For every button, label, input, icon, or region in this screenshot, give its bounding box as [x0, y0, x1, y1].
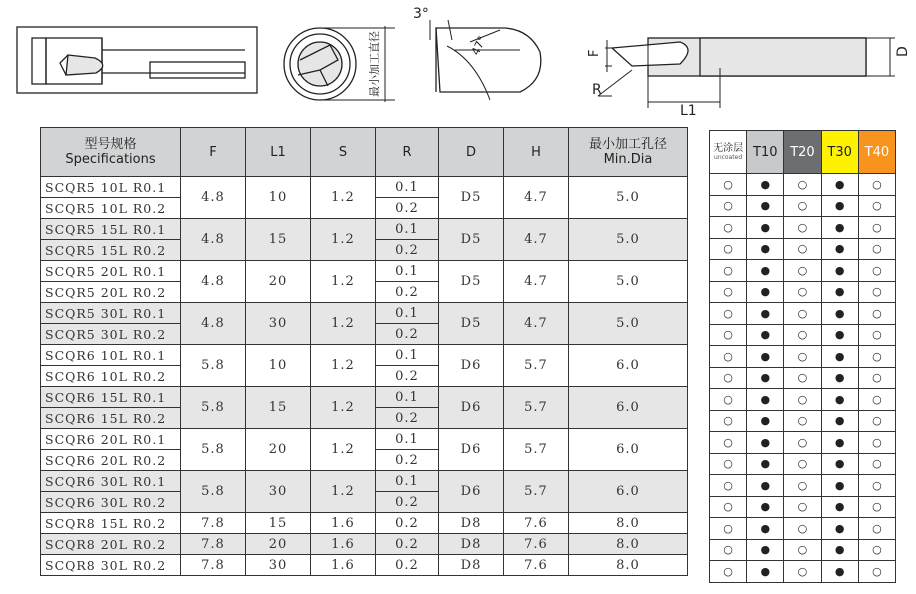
- coating-row: [710, 475, 896, 497]
- cell-r: 0.2: [376, 492, 439, 513]
- cell-r: 0.2: [376, 408, 439, 429]
- tool-tip-angle-drawing: [430, 20, 541, 100]
- cell-min: 5.0: [569, 177, 688, 219]
- coating-row: [710, 195, 896, 217]
- cell-model: SCQR5 20L R0.1: [41, 261, 181, 282]
- header-specifications: [41, 128, 181, 177]
- coating-row: [710, 303, 896, 325]
- coating-header-uncoated-en: uncoated: [714, 153, 743, 161]
- coating-mark: ○: [710, 217, 747, 239]
- spec-row: [41, 261, 688, 282]
- cell-l1: 10: [246, 177, 311, 219]
- cell-l1: 20: [246, 534, 311, 555]
- coating-mark: ○: [784, 518, 821, 540]
- cell-r: 0.1: [376, 219, 439, 240]
- coating-mark: ○: [710, 518, 747, 540]
- coating-mark: ●: [821, 389, 858, 411]
- coating-mark: ○: [858, 475, 895, 497]
- cell-min: 6.0: [569, 345, 688, 387]
- coating-mark: ○: [784, 260, 821, 282]
- cell-d: D6: [439, 345, 504, 387]
- coating-row: [710, 238, 896, 260]
- coating-row: [710, 410, 896, 432]
- coating-header-uncoated-cn: 无涂层: [713, 142, 744, 154]
- cell-model: SCQR6 10L R0.1: [41, 345, 181, 366]
- coating-mark: ●: [747, 217, 784, 239]
- coating-mark: ○: [784, 217, 821, 239]
- coating-mark: ○: [858, 367, 895, 389]
- coating-mark: ●: [821, 346, 858, 368]
- coating-mark: ●: [747, 303, 784, 325]
- cell-h: 4.7: [504, 261, 569, 303]
- header-d: D: [439, 128, 504, 177]
- coating-mark: ○: [784, 496, 821, 518]
- cell-r: 0.2: [376, 450, 439, 471]
- cell-d: D5: [439, 219, 504, 261]
- cell-model: SCQR6 20L R0.1: [41, 429, 181, 450]
- cell-s: 1.2: [311, 177, 376, 219]
- coating-mark: ○: [858, 281, 895, 303]
- coating-mark: ●: [821, 303, 858, 325]
- spec-table: [40, 127, 688, 576]
- cell-r: 0.1: [376, 471, 439, 492]
- coating-mark: ○: [858, 496, 895, 518]
- spec-row: [41, 303, 688, 324]
- cell-s: 1.2: [311, 471, 376, 513]
- coating-row: [710, 389, 896, 411]
- cell-h: 7.6: [504, 513, 569, 534]
- coating-mark: ○: [858, 432, 895, 454]
- cell-d: D5: [439, 303, 504, 345]
- coating-header-t20: T20: [784, 131, 821, 174]
- cell-model: SCQR5 20L R0.2: [41, 282, 181, 303]
- cell-h: 4.7: [504, 177, 569, 219]
- coating-row: [710, 217, 896, 239]
- cell-h: 4.7: [504, 303, 569, 345]
- cell-r: 0.2: [376, 534, 439, 555]
- coating-mark: ○: [784, 303, 821, 325]
- cell-r: 0.2: [376, 324, 439, 345]
- coating-mark: ●: [747, 561, 784, 583]
- coating-mark: ●: [747, 389, 784, 411]
- coating-mark: ○: [858, 238, 895, 260]
- header-min-en: Min.Dia: [603, 152, 653, 167]
- coating-header-t10: T10: [747, 131, 784, 174]
- coating-mark: ○: [710, 432, 747, 454]
- coating-mark: ○: [784, 238, 821, 260]
- cell-model: SCQR5 10L R0.2: [41, 198, 181, 219]
- header-min-cn: 最小加工孔径: [588, 137, 667, 152]
- coating-mark: ●: [821, 217, 858, 239]
- cell-s: 1.2: [311, 219, 376, 261]
- cell-f: 5.8: [181, 429, 246, 471]
- cell-l1: 20: [246, 429, 311, 471]
- coating-row: [710, 260, 896, 282]
- coating-mark: ●: [821, 195, 858, 217]
- header-f: F: [181, 128, 246, 177]
- cell-model: SCQR5 15L R0.2: [41, 240, 181, 261]
- coating-mark: ○: [784, 389, 821, 411]
- cell-l1: 30: [246, 303, 311, 345]
- min-dia-label: 最小加工直径: [368, 31, 381, 97]
- cell-min: 5.0: [569, 219, 688, 261]
- cell-h: 5.7: [504, 429, 569, 471]
- coating-mark: ●: [747, 539, 784, 561]
- spec-row: [41, 513, 688, 534]
- dim-d-label: D: [895, 46, 911, 57]
- coating-mark: ○: [858, 389, 895, 411]
- coating-mark: ●: [747, 238, 784, 260]
- coating-mark: ○: [858, 539, 895, 561]
- coating-row: [710, 496, 896, 518]
- coating-mark: ●: [821, 367, 858, 389]
- coating-mark: ○: [710, 324, 747, 346]
- coating-row: [710, 539, 896, 561]
- coating-mark: ○: [784, 367, 821, 389]
- cell-min: 5.0: [569, 261, 688, 303]
- coating-mark: ●: [821, 475, 858, 497]
- cell-d: D5: [439, 177, 504, 219]
- coating-mark: ●: [747, 195, 784, 217]
- cell-h: 7.6: [504, 555, 569, 576]
- spec-header-row: [41, 128, 688, 177]
- cell-f: 7.8: [181, 513, 246, 534]
- cell-model: SCQR5 10L R0.1: [41, 177, 181, 198]
- cell-r: 0.2: [376, 282, 439, 303]
- coating-header-row: [710, 131, 896, 174]
- coating-mark: ●: [747, 367, 784, 389]
- cell-s: 1.6: [311, 555, 376, 576]
- coating-mark: ●: [747, 346, 784, 368]
- cell-s: 1.2: [311, 261, 376, 303]
- cell-f: 7.8: [181, 555, 246, 576]
- cell-f: 7.8: [181, 534, 246, 555]
- coating-mark: ●: [821, 324, 858, 346]
- coating-mark: ○: [858, 410, 895, 432]
- cell-r: 0.2: [376, 198, 439, 219]
- coating-mark: ○: [858, 195, 895, 217]
- coating-mark: ○: [710, 281, 747, 303]
- coating-row: [710, 324, 896, 346]
- cell-s: 1.2: [311, 387, 376, 429]
- coating-header-t30: T30: [821, 131, 858, 174]
- coating-mark: ○: [784, 432, 821, 454]
- cell-min: 8.0: [569, 534, 688, 555]
- tool-profile-drawing: [598, 38, 895, 108]
- cell-s: 1.2: [311, 429, 376, 471]
- coating-mark: ●: [747, 453, 784, 475]
- cell-r: 0.1: [376, 387, 439, 408]
- cell-s: 1.6: [311, 534, 376, 555]
- cell-r: 0.2: [376, 555, 439, 576]
- spec-row: [41, 177, 688, 198]
- header-l1: L1: [246, 128, 311, 177]
- cell-r: 0.2: [376, 513, 439, 534]
- cell-min: 6.0: [569, 471, 688, 513]
- coating-mark: ●: [821, 281, 858, 303]
- spec-row: [41, 429, 688, 450]
- coating-mark: ●: [821, 260, 858, 282]
- cell-l1: 30: [246, 471, 311, 513]
- coating-mark: ○: [858, 174, 895, 196]
- cell-min: 6.0: [569, 387, 688, 429]
- cell-min: 5.0: [569, 303, 688, 345]
- coating-mark: ○: [858, 346, 895, 368]
- cell-l1: 15: [246, 513, 311, 534]
- coating-mark: ●: [747, 260, 784, 282]
- spec-row: [41, 219, 688, 240]
- cell-model: SCQR6 20L R0.2: [41, 450, 181, 471]
- cell-model: SCQR6 30L R0.2: [41, 492, 181, 513]
- coating-mark: ○: [858, 453, 895, 475]
- coating-mark: ●: [747, 518, 784, 540]
- cell-model: SCQR6 15L R0.2: [41, 408, 181, 429]
- dim-f-label: F: [587, 49, 602, 57]
- coating-mark: ○: [710, 260, 747, 282]
- cell-f: 4.8: [181, 303, 246, 345]
- header-h: H: [504, 128, 569, 177]
- coating-mark: ●: [747, 281, 784, 303]
- coating-row: [710, 174, 896, 196]
- spec-row: [41, 387, 688, 408]
- angle-side-label: 47°: [468, 34, 489, 58]
- cell-h: 5.7: [504, 471, 569, 513]
- coating-mark: ○: [710, 453, 747, 475]
- coating-mark: ●: [747, 496, 784, 518]
- coating-mark: ○: [710, 475, 747, 497]
- cell-f: 5.8: [181, 345, 246, 387]
- cell-model: SCQR6 15L R0.1: [41, 387, 181, 408]
- coating-mark: ○: [710, 389, 747, 411]
- cell-d: D8: [439, 534, 504, 555]
- coating-mark: ○: [784, 453, 821, 475]
- cell-s: 1.2: [311, 345, 376, 387]
- cell-r: 0.1: [376, 303, 439, 324]
- header-r: R: [376, 128, 439, 177]
- spec-row: [41, 345, 688, 366]
- coating-mark: ●: [747, 475, 784, 497]
- header-s: S: [311, 128, 376, 177]
- coating-mark: ○: [710, 367, 747, 389]
- coating-mark: ○: [710, 303, 747, 325]
- coating-header-t40: T40: [858, 131, 895, 174]
- coating-mark: ○: [858, 303, 895, 325]
- spec-row: [41, 471, 688, 492]
- coating-mark: ○: [784, 475, 821, 497]
- coating-mark: ○: [710, 238, 747, 260]
- cell-f: 5.8: [181, 471, 246, 513]
- coating-mark: ○: [710, 346, 747, 368]
- spec-row: [41, 534, 688, 555]
- cell-model: SCQR6 10L R0.2: [41, 366, 181, 387]
- cell-s: 1.2: [311, 303, 376, 345]
- coating-row: [710, 432, 896, 454]
- dim-l1-label: L1: [680, 103, 697, 119]
- cell-min: 8.0: [569, 513, 688, 534]
- tool-drawings: [0, 0, 916, 125]
- coating-mark: ○: [784, 174, 821, 196]
- coating-mark: ○: [858, 260, 895, 282]
- coating-mark: ●: [821, 238, 858, 260]
- coating-mark: ●: [821, 539, 858, 561]
- cell-h: 4.7: [504, 219, 569, 261]
- coating-row: [710, 561, 896, 583]
- coating-mark: ●: [747, 410, 784, 432]
- cell-h: 7.6: [504, 534, 569, 555]
- coating-mark: ○: [858, 217, 895, 239]
- coating-mark: ○: [710, 561, 747, 583]
- coating-mark: ○: [710, 539, 747, 561]
- cell-d: D6: [439, 471, 504, 513]
- coating-mark: ●: [747, 432, 784, 454]
- cell-l1: 15: [246, 387, 311, 429]
- cell-d: D6: [439, 429, 504, 471]
- coating-row: [710, 346, 896, 368]
- cell-d: D8: [439, 555, 504, 576]
- coating-mark: ○: [784, 281, 821, 303]
- cell-model: SCQR8 30L R0.2: [41, 555, 181, 576]
- cell-r: 0.1: [376, 429, 439, 450]
- coating-mark: ○: [784, 324, 821, 346]
- coating-mark: ○: [784, 195, 821, 217]
- dim-r-label: R: [592, 82, 602, 98]
- cell-r: 0.2: [376, 240, 439, 261]
- cell-min: 8.0: [569, 555, 688, 576]
- coating-mark: ○: [784, 410, 821, 432]
- cell-l1: 10: [246, 345, 311, 387]
- coating-row: [710, 453, 896, 475]
- coating-mark: ●: [821, 432, 858, 454]
- cell-l1: 20: [246, 261, 311, 303]
- cell-r: 0.1: [376, 177, 439, 198]
- spec-row: [41, 555, 688, 576]
- coating-mark: ●: [821, 496, 858, 518]
- cell-model: SCQR5 15L R0.1: [41, 219, 181, 240]
- tool-side-view-drawing: [17, 27, 257, 93]
- coating-mark: ○: [710, 410, 747, 432]
- coating-mark: ○: [858, 561, 895, 583]
- cell-min: 6.0: [569, 429, 688, 471]
- header-min-dia: [569, 128, 688, 177]
- coating-mark: ○: [784, 346, 821, 368]
- coating-mark: ○: [710, 195, 747, 217]
- header-spec-cn: 型号规格: [84, 137, 137, 152]
- coating-mark: ○: [784, 561, 821, 583]
- cell-f: 5.8: [181, 387, 246, 429]
- cell-d: D5: [439, 261, 504, 303]
- coating-mark: ○: [710, 174, 747, 196]
- coating-mark: ●: [747, 174, 784, 196]
- cell-l1: 30: [246, 555, 311, 576]
- coating-mark: ●: [821, 174, 858, 196]
- cell-h: 5.7: [504, 387, 569, 429]
- cell-r: 0.1: [376, 345, 439, 366]
- cell-f: 4.8: [181, 177, 246, 219]
- cell-f: 4.8: [181, 261, 246, 303]
- coating-mark: ●: [821, 518, 858, 540]
- cell-d: D6: [439, 387, 504, 429]
- header-spec-en: Specifications: [65, 152, 156, 167]
- coating-mark: ●: [747, 324, 784, 346]
- coating-mark: ○: [710, 496, 747, 518]
- coating-mark: ○: [858, 518, 895, 540]
- cell-r: 0.1: [376, 261, 439, 282]
- cell-h: 5.7: [504, 345, 569, 387]
- coating-mark: ○: [784, 539, 821, 561]
- cell-f: 4.8: [181, 219, 246, 261]
- coating-row: [710, 281, 896, 303]
- coating-table: [709, 130, 896, 583]
- coating-mark: ●: [821, 453, 858, 475]
- cell-s: 1.6: [311, 513, 376, 534]
- angle-top-label: 3°: [413, 6, 429, 22]
- cell-model: SCQR8 20L R0.2: [41, 534, 181, 555]
- coating-mark: ○: [858, 324, 895, 346]
- cell-model: SCQR6 30L R0.1: [41, 471, 181, 492]
- cell-r: 0.2: [376, 366, 439, 387]
- cell-model: SCQR8 15L R0.2: [41, 513, 181, 534]
- coating-row: [710, 367, 896, 389]
- coating-mark: ●: [821, 410, 858, 432]
- cell-model: SCQR5 30L R0.1: [41, 303, 181, 324]
- coating-header-uncoated: [710, 131, 747, 174]
- coating-row: [710, 518, 896, 540]
- cell-l1: 15: [246, 219, 311, 261]
- cell-d: D8: [439, 513, 504, 534]
- cell-model: SCQR5 30L R0.2: [41, 324, 181, 345]
- coating-mark: ●: [821, 561, 858, 583]
